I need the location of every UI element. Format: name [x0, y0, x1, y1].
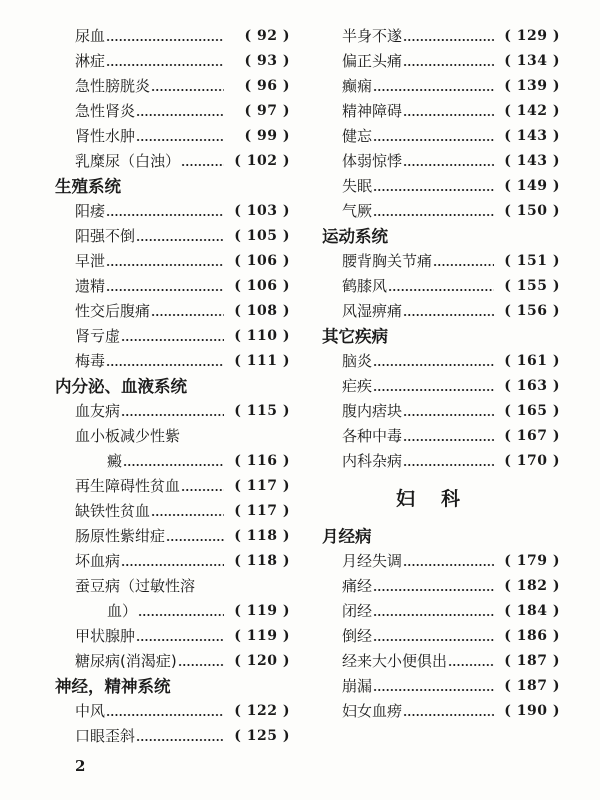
toc-right-column: [322, 24, 560, 724]
toc-entry-title: 经来大小便俱出: [342, 652, 448, 670]
toc-entry[interactable]: [322, 274, 560, 299]
toc-entry-title: 肾性水肿: [75, 127, 136, 145]
dot-leader: [151, 89, 224, 91]
dot-leader: [181, 489, 224, 491]
dot-leader: [373, 689, 494, 691]
toc-entry-title: 尿血: [75, 27, 106, 45]
toc-entry-title: 倒经: [342, 627, 373, 645]
toc-entry-page: ( 161 ): [504, 353, 560, 369]
toc-entry-title: 阳痿: [75, 202, 106, 220]
toc-entry-page: ( 117 ): [234, 503, 290, 519]
toc-entry-title: 妇女血痨: [342, 702, 403, 720]
toc-entry[interactable]: [322, 24, 560, 49]
dot-leader: [373, 614, 494, 616]
toc-entry[interactable]: [55, 349, 290, 374]
toc-part-heading: 妇科: [395, 488, 486, 510]
toc-entry-title: 闭经: [342, 602, 373, 620]
toc-entry-page: ( 149 ): [504, 178, 560, 194]
dot-leader: [106, 39, 224, 41]
toc-entry-page: ( 118 ): [234, 528, 290, 544]
dot-leader: [373, 364, 494, 366]
toc-entry[interactable]: [55, 699, 290, 724]
toc-entry-page: ( 116 ): [234, 453, 290, 469]
toc-entry[interactable]: [322, 449, 560, 474]
toc-entry-title: 各种中毒: [342, 427, 403, 445]
toc-entry-page: ( 120 ): [234, 653, 290, 669]
toc-entry-title: 阳强不倒: [75, 227, 136, 245]
toc-entry-title: 缺铁性贫血: [75, 502, 151, 520]
toc-entry-title: 口眼歪斜: [75, 727, 136, 745]
dot-leader: [136, 639, 224, 641]
dot-leader: [373, 89, 494, 91]
toc-entry-page: ( 186 ): [504, 628, 560, 644]
toc-entry-page: ( 119 ): [234, 628, 290, 644]
toc-entry-title: 再生障碍性贫血: [75, 477, 181, 495]
toc-entry[interactable]: [322, 674, 560, 699]
toc-entry-page: ( 182 ): [504, 578, 560, 594]
toc-entry-title: 蚕豆病（过敏性溶: [75, 577, 196, 595]
dot-leader: [106, 364, 224, 366]
dot-leader: [106, 214, 224, 216]
dot-leader: [136, 139, 224, 141]
toc-entry[interactable]: [55, 399, 290, 424]
dot-leader: [403, 439, 494, 441]
toc-entry[interactable]: [55, 149, 290, 174]
dot-leader: [373, 589, 494, 591]
toc-entry[interactable]: [322, 199, 560, 224]
dot-leader: [373, 139, 494, 141]
toc-entry-page: ( 143 ): [504, 128, 560, 144]
toc-entry[interactable]: [55, 299, 290, 324]
toc-entry-page: ( 92 ): [244, 28, 290, 44]
toc-entry-page: ( 122 ): [234, 703, 290, 719]
toc-entry-title: 肾亏虚: [75, 327, 121, 345]
toc-entry-page: ( 93 ): [244, 53, 290, 69]
toc-entry[interactable]: [55, 474, 290, 499]
toc-entry-page: ( 106 ): [234, 253, 290, 269]
toc-entry-title: 精神障碍: [342, 102, 403, 120]
toc-entry[interactable]: [322, 649, 560, 674]
toc-entry[interactable]: [55, 524, 290, 549]
toc-entry[interactable]: [322, 699, 560, 724]
toc-section-heading: 神经，精神系统: [55, 677, 171, 696]
dot-leader: [373, 639, 494, 641]
toc-entry-page: ( 129 ): [504, 28, 560, 44]
toc-entry[interactable]: [55, 549, 290, 574]
toc-entry[interactable]: [322, 349, 560, 374]
dot-leader: [403, 164, 494, 166]
toc-entry-page: ( 184 ): [504, 603, 560, 619]
dot-leader: [121, 339, 224, 341]
toc-entry-page: ( 151 ): [504, 253, 560, 269]
dot-leader: [403, 64, 494, 66]
toc-entry[interactable]: [55, 24, 290, 49]
toc-section-heading: 运动系统: [322, 227, 388, 246]
toc-entry-page: ( 142 ): [504, 103, 560, 119]
toc-entry-title: 血友病: [75, 402, 121, 420]
toc-entry-page: ( 167 ): [504, 428, 560, 444]
dot-leader: [373, 214, 494, 216]
toc-entry-page: ( 170 ): [504, 453, 560, 469]
toc-entry-page: ( 97 ): [244, 103, 290, 119]
toc-entry-page: ( 103 ): [234, 203, 290, 219]
dot-leader: [136, 114, 224, 116]
dot-leader: [106, 289, 224, 291]
toc-entry[interactable]: [55, 499, 290, 524]
toc-entry-title: 甲状腺肿: [75, 627, 136, 645]
toc-entry-title: 遗精: [75, 277, 106, 295]
dot-leader: [403, 314, 494, 316]
toc-entry-page: ( 187 ): [504, 678, 560, 694]
dot-leader: [121, 414, 224, 416]
toc-entry-page: ( 118 ): [234, 553, 290, 569]
dot-leader: [388, 289, 494, 291]
dot-leader: [106, 64, 224, 66]
toc-entry-title: 失眠: [342, 177, 373, 195]
dot-leader: [123, 464, 224, 466]
toc-entry[interactable]: [55, 274, 290, 299]
toc-entry[interactable]: [55, 424, 290, 449]
dot-leader: [403, 714, 494, 716]
toc-entry[interactable]: [322, 99, 560, 124]
toc-entry-title: 鹤膝风: [342, 277, 388, 295]
toc-entry[interactable]: [322, 574, 560, 599]
toc-entry-title: 坏血病: [75, 552, 121, 570]
dot-leader: [403, 464, 494, 466]
toc-entry-page: ( 125 ): [234, 728, 290, 744]
toc-section-heading: 其它疾病: [322, 327, 388, 346]
toc-entry-page: ( 139 ): [504, 78, 560, 94]
dot-leader: [181, 164, 224, 166]
toc-entry-title: 半身不遂: [342, 27, 403, 45]
toc-entry-page: ( 99 ): [244, 128, 290, 144]
toc-entry-page: ( 111 ): [234, 353, 290, 369]
toc-section-heading: 内分泌、血液系统: [55, 377, 187, 396]
toc-entry-title: 糖尿病(消渴症): [75, 652, 177, 670]
toc-entry-title: 乳糜尿（白浊）: [75, 152, 181, 170]
dot-leader: [151, 314, 224, 316]
page-number: 2: [75, 757, 86, 775]
toc-entry[interactable]: [55, 49, 290, 74]
toc-entry-title: 风湿痹痛: [342, 302, 403, 320]
toc-entry-title: 癫痫: [342, 77, 373, 95]
toc-entry[interactable]: [322, 599, 560, 624]
dot-leader: [166, 539, 224, 541]
toc-entry[interactable]: [322, 149, 560, 174]
toc-entry-title: 腰背胸关节痛: [342, 252, 433, 270]
toc-entry-title: 急性肾炎: [75, 102, 136, 120]
toc-entry[interactable]: [322, 374, 560, 399]
toc-entry[interactable]: [55, 124, 290, 149]
dot-leader: [106, 714, 224, 716]
toc-entry-page: ( 115 ): [234, 403, 290, 419]
toc-entry-page: ( 179 ): [504, 553, 560, 569]
toc-entry[interactable]: [322, 174, 560, 199]
toc-entry-title: 偏正头痛: [342, 52, 403, 70]
toc-entry[interactable]: [55, 249, 290, 274]
toc-entry[interactable]: [322, 49, 560, 74]
toc-section-heading: 月经病: [322, 527, 372, 546]
toc-entry[interactable]: [55, 99, 290, 124]
dot-leader: [106, 264, 224, 266]
dot-leader: [151, 514, 224, 516]
toc-entry[interactable]: [322, 124, 560, 149]
toc-entry[interactable]: [322, 399, 560, 424]
dot-leader: [121, 564, 224, 566]
toc-entry-title: 月经失调: [342, 552, 403, 570]
toc-entry[interactable]: [55, 449, 290, 474]
toc-entry-title: 气厥: [342, 202, 373, 220]
toc-entry[interactable]: [322, 549, 560, 574]
toc-entry-title: 健忘: [342, 127, 373, 145]
toc-entry-page: ( 190 ): [504, 703, 560, 719]
toc-entry-page: ( 156 ): [504, 303, 560, 319]
toc-entry-title: 梅毒: [75, 352, 106, 370]
toc-entry[interactable]: [55, 624, 290, 649]
toc-entry-page: ( 165 ): [504, 403, 560, 419]
toc-entry-title: 急性膀胱炎: [75, 77, 151, 95]
toc-entry[interactable]: [322, 249, 560, 274]
dot-leader: [136, 739, 224, 741]
toc-entry-title: 体弱惊悸: [342, 152, 403, 170]
toc-entry-page: ( 134 ): [504, 53, 560, 69]
toc-entry[interactable]: [322, 299, 560, 324]
dot-leader: [373, 389, 494, 391]
toc-entry-page: ( 96 ): [244, 78, 290, 94]
dot-leader: [178, 664, 224, 666]
toc-entry-title: 腹内痞块: [342, 402, 403, 420]
dot-leader: [138, 614, 224, 616]
dot-leader: [373, 189, 494, 191]
toc-entry-title: 淋症: [75, 52, 106, 70]
toc-entry-page: ( 102 ): [234, 153, 290, 169]
toc-entry[interactable]: [322, 74, 560, 99]
toc-entry-page: ( 155 ): [504, 278, 560, 294]
toc-entry-title: 痛经: [342, 577, 373, 595]
toc-left-column: [55, 24, 290, 749]
dot-leader: [403, 564, 494, 566]
dot-leader: [403, 39, 494, 41]
toc-entry-title: 性交后腹痛: [75, 302, 151, 320]
toc-section-heading: 生殖系统: [55, 177, 121, 196]
toc-entry-title: 血小板减少性紫: [75, 427, 181, 445]
toc-entry-page: ( 106 ): [234, 278, 290, 294]
toc-entry-title: 中风: [75, 702, 106, 720]
toc-entry[interactable]: [55, 74, 290, 99]
toc-entry-title: 癜: [107, 452, 123, 470]
toc-entry-page: ( 163 ): [504, 378, 560, 394]
toc-entry[interactable]: [55, 224, 290, 249]
toc-entry-page: ( 117 ): [234, 478, 290, 494]
toc-entry[interactable]: [55, 649, 290, 674]
dot-leader: [403, 414, 494, 416]
toc-entry-title: 内科杂病: [342, 452, 403, 470]
toc-entry[interactable]: [55, 324, 290, 349]
toc-entry-page: ( 150 ): [504, 203, 560, 219]
toc-entry-title: 早泄: [75, 252, 106, 270]
dot-leader: [433, 264, 494, 266]
dot-leader: [448, 664, 494, 666]
toc-entry-title: 脑炎: [342, 352, 373, 370]
toc-entry[interactable]: [55, 574, 290, 599]
toc-entry[interactable]: [55, 599, 290, 624]
toc-entry-title: 肠原性紫绀症: [75, 527, 166, 545]
toc-entry-page: ( 108 ): [234, 303, 290, 319]
toc-entry-title: 血）: [107, 602, 138, 620]
toc-entry[interactable]: [322, 424, 560, 449]
toc-entry-title: 疟疾: [342, 377, 373, 395]
toc-entry-page: ( 143 ): [504, 153, 560, 169]
toc-entry-page: ( 105 ): [234, 228, 290, 244]
toc-entry-title: 崩漏: [342, 677, 373, 695]
toc-entry-page: ( 187 ): [504, 653, 560, 669]
toc-entry[interactable]: [55, 199, 290, 224]
dot-leader: [403, 114, 494, 116]
dot-leader: [136, 239, 224, 241]
toc-entry[interactable]: [322, 624, 560, 649]
toc-entry-page: ( 119 ): [234, 603, 290, 619]
toc-entry-page: ( 110 ): [234, 328, 290, 344]
toc-entry[interactable]: [55, 724, 290, 749]
